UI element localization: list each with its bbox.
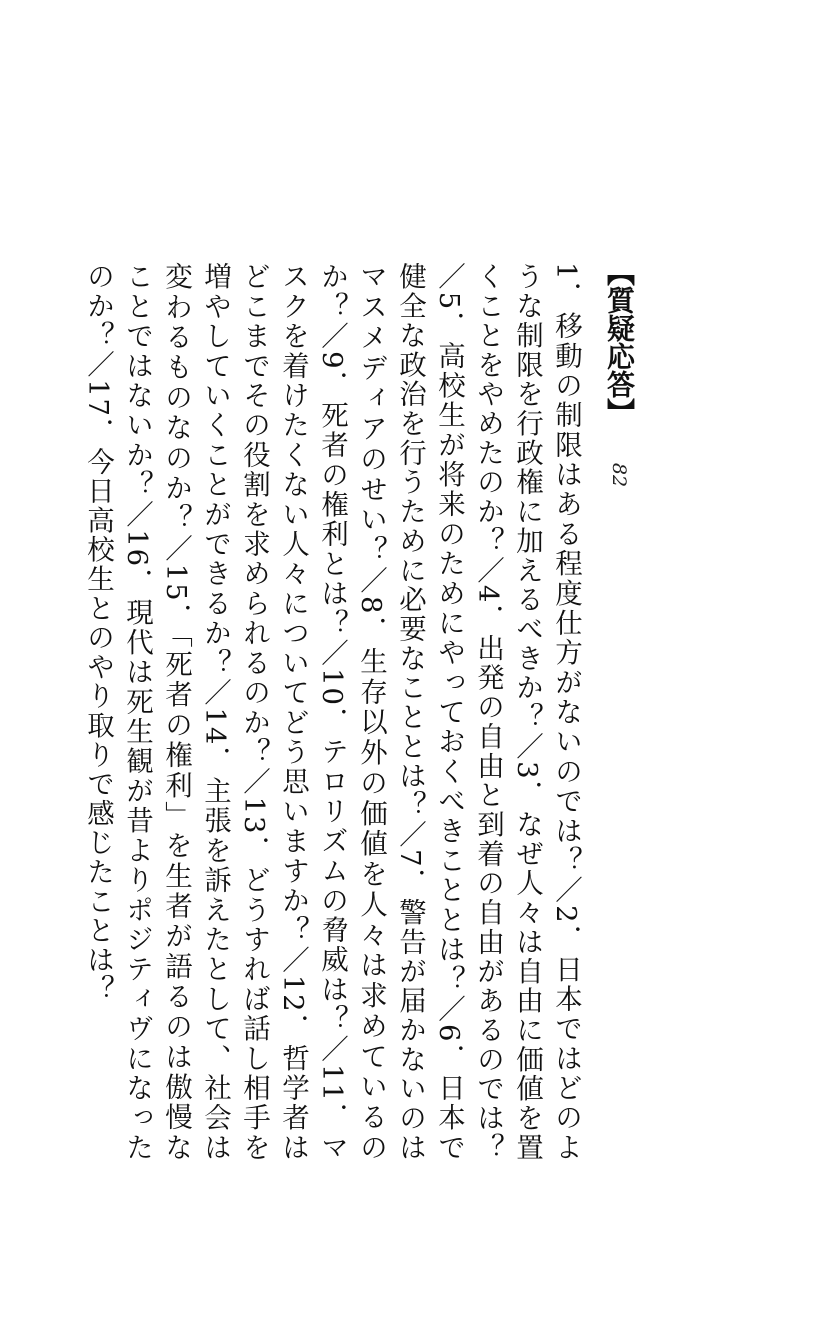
section-heading: 【質疑応答】 <box>603 258 636 426</box>
question-list-text: 1．移動の制限はある程度仕方がないのでは？／2．日本ではどのような制限を行政権に加えるべきか？／3．なぜ人々は自由に価値を置くことをやめたのか？／4．出発の自由と到着の自由があるのでは？／5．高校生が将来のためにやっておくべきこととは？／6．日本で健全な政治を行うために必要なこととは？／7．警告が届かないのはマスメディアのせい？／8．生存以外の価値を人々は求めているのか？／9．死者の権利とは？／10．テロリズムの脅威は？／11．マスクを着けたくない人々についてどう思いますか？／12．哲学者はどこまでその役割を求められるのか？／13．どうすれば話し相手を増やしていくことができるか？／14．主張を訴えたとして、社会は変わるものなのか？／15．「死者の権利」を生者が語るのは傲慢なことではないか？／16．現代は死生観が昔よりポジティヴになったのか？／17．今日高校生とのやり取りで感じたことは？ <box>82 262 582 1162</box>
page-number: 82 <box>608 462 630 488</box>
